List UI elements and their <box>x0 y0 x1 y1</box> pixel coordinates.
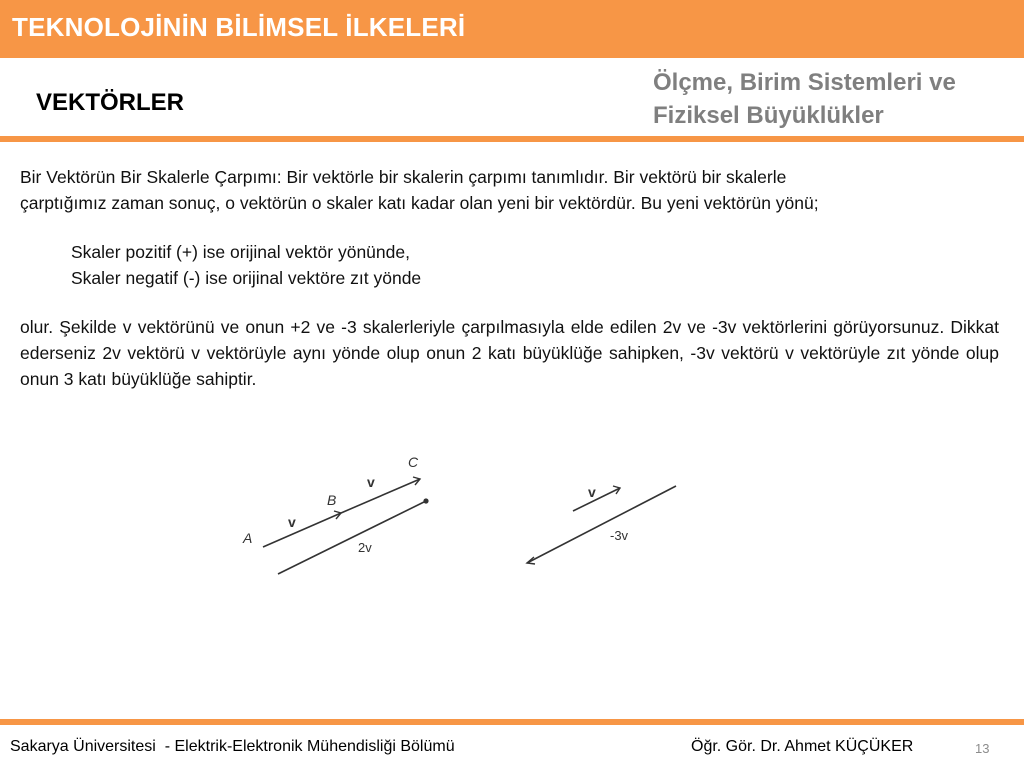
vector-v-right <box>573 488 620 511</box>
label-point-c: C <box>408 454 419 470</box>
label-v-right: v <box>588 484 596 500</box>
subtitle-line-1: Ölçme, Birim Sistemleri ve <box>653 69 956 96</box>
label-point-b: B <box>327 492 337 508</box>
vector-v-ab <box>263 513 341 547</box>
spacer <box>20 216 999 239</box>
course-title: TEKNOLOJİNİN BİLİMSEL İLKELERİ <box>12 12 466 42</box>
rule-positive-scalar: Skaler pozitif (+) ise orijinal vektör yönünde, <box>71 242 410 262</box>
label-neg3v: -3v <box>610 528 629 543</box>
footer-author: Öğr. Gör. Dr. Ahmet KÜÇÜKER <box>691 738 914 755</box>
section-title: VEKTÖRLER <box>36 89 185 116</box>
label-point-a: A <box>243 530 253 546</box>
rule-negative-scalar: Skaler negatif (-) ise orijinal vektöre zıt yönde <box>71 268 422 288</box>
paragraph-2: olur. Şekilde v vektörünü ve onun +2 ve -3 skalerleriyle çarpılmasıyla elde edilen 2v ve -3v vektörlerini görüyorsunuz. Dikkat ederseniz 2v vektörü v vektörüyle aynı yönde olup onun 2 katı büyüklüğe sahipken, -3v vektörü v vektörüyle zıt yönde olup onun 3 katı büyüklüğe sahiptir. <box>20 317 999 389</box>
paragraph-1-line-2: çarptığımız zaman sonuç, o vektörün o skaler katı kadar olan yeni bir vektördür. Bu yeni vektörün yönü; <box>20 193 819 213</box>
header-divider <box>0 136 1024 142</box>
vector-v-bc <box>341 479 420 513</box>
page-number: 13 <box>975 741 990 756</box>
top-banner <box>0 0 1024 58</box>
subtitle-line-2: Fiziksel Büyüklükler <box>653 102 884 129</box>
slide-body <box>20 164 999 392</box>
label-v-first: v <box>288 514 296 530</box>
vector-diagram <box>230 450 690 580</box>
paragraph-1-line-1: Bir Vektörün Bir Skalerle Çarpımı: Bir vektörle bir skalerin çarpımı tanımlıdır. Bir vektörü bir skalerle <box>20 167 787 187</box>
label-v-second: v <box>367 474 375 490</box>
spacer <box>20 291 999 314</box>
label-2v: 2v <box>358 540 372 555</box>
subtitle <box>653 66 1018 132</box>
footer-divider <box>0 719 1024 725</box>
vector-2v <box>278 501 426 574</box>
vector-scaling-figure <box>230 450 690 580</box>
footer-institution: Sakarya Üniversitesi - Elektrik-Elektronik Mühendisliği Bölümü <box>10 738 455 755</box>
arrowhead-2v <box>423 498 428 503</box>
